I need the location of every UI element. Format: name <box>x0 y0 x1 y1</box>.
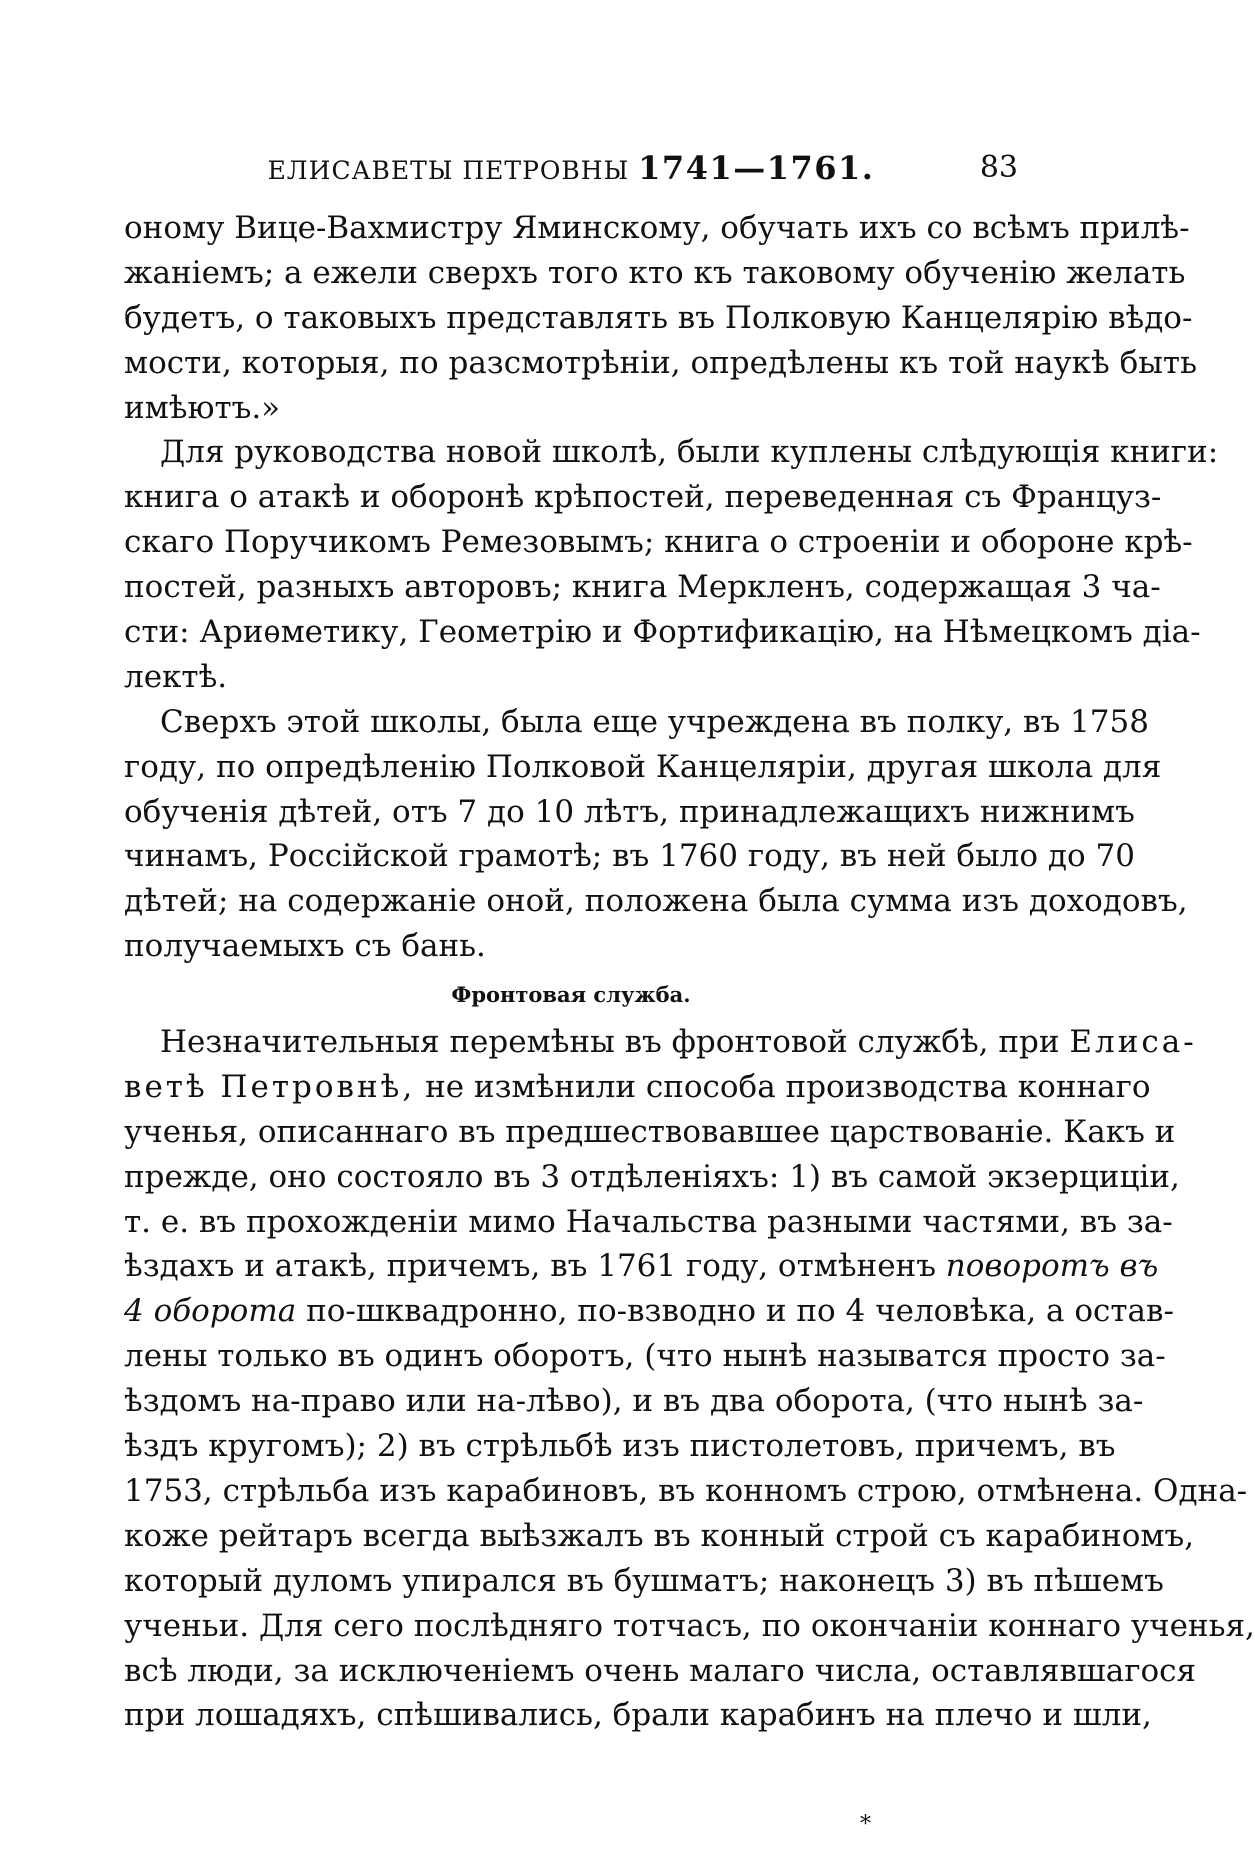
text-line: имѣютъ.» <box>124 389 281 426</box>
text-line <box>124 1289 1174 1334</box>
text-line: мости, которыя, по разсмотрѣніи, опредѣлены къ той наукѣ быть <box>124 344 1197 381</box>
signature-mark: * <box>860 1812 871 1837</box>
text-line <box>124 1244 1159 1289</box>
text-line: лены только въ одинъ оборотъ, (что нынѣ называтся просто за- <box>124 1338 1166 1375</box>
text-line: Для руководства новой школѣ, были куплены слѣдующія книги: <box>160 434 1219 471</box>
running-head <box>124 148 1018 191</box>
text-line: ученья, описаннаго въ предшествовавшее царствованіе. Какъ и <box>124 1113 1176 1150</box>
text-line: который дуломъ упирался въ бушматъ; наконецъ 3) въ пѣшемъ <box>124 1562 1164 1599</box>
text-line <box>124 1065 1151 1110</box>
section-heading: Фронтовая служба. <box>451 982 691 1008</box>
text-line: ученьи. Для сего послѣдняго тотчасъ, по окончаніи коннаго ученья, <box>124 1607 1255 1644</box>
text-line: будетъ, о таковыхъ представлять въ Полковую Канцелярію вѣдо- <box>124 299 1193 336</box>
running-head-text: ЕЛИСАВЕТЫ ПЕТРОВНЫ <box>267 156 630 185</box>
text-line: чинамъ, Россійской грамотѣ; въ 1760 году, въ ней было до 70 <box>124 838 1135 875</box>
paragraph-2 <box>124 430 1219 699</box>
paragraph-4 <box>124 1020 1255 1738</box>
text-fragment: ѣздахъ и атакѣ, причемъ, въ 1761 году, отмѣненъ <box>124 1248 936 1285</box>
italic-term: 4 оборота <box>124 1293 297 1330</box>
text-line: коже рейтаръ всегда выѣзжалъ въ конный строй съ карабиномъ, <box>124 1517 1195 1554</box>
text-line: книга о атакѣ и оборонѣ крѣпостей, переведенная съ Француз- <box>124 479 1162 516</box>
page-number: 83 <box>979 150 1018 185</box>
text-line <box>124 1020 1197 1065</box>
name-spaced: Елиса- <box>1069 1024 1197 1061</box>
text-line: жаніемъ; а ежели сверхъ того кто къ таковому обученію желать <box>124 254 1186 291</box>
text-line: 1753, стрѣльба изъ карабиновъ, въ конномъ строю, отмѣнена. Одна- <box>124 1472 1248 1509</box>
text-line: ѣздомъ на-право или на-лѣво), и въ два оборота, (что нынѣ за- <box>124 1383 1144 1420</box>
text-line: скаго Поручикомъ Ремезовымъ; книга о строеніи и обороне крѣ- <box>124 524 1193 561</box>
text-line: постей, разныхъ авторовъ; книга Меркленъ, содержащая 3 ча- <box>124 569 1161 606</box>
text-line: оному Вице-Вахмистру Яминскому, обучать ихъ со всѣмъ прилѣ- <box>124 210 1190 246</box>
text-line: дѣтей; на содержаніе оной, положена была сумма изъ доходовъ, <box>124 883 1188 920</box>
text-line: сти: Ариѳметику, Геометрію и Фортификацію, на Нѣмецкомъ діа- <box>124 614 1201 651</box>
text-fragment: не измѣнили способа производства коннаго <box>425 1068 1151 1105</box>
running-head-years: 1741—1761. <box>638 149 875 187</box>
text-line: при лошадяхъ, спѣшивались, брали карабинъ на плечо и шли, <box>124 1697 1152 1734</box>
body-text <box>124 206 1255 1738</box>
name-spaced: ветѣ Петровнѣ, <box>124 1068 416 1105</box>
text-line: всѣ люди, за исключеніемъ очень малаго числа, оставлявшагося <box>124 1652 1197 1689</box>
text-line: обученія дѣтей, отъ 7 до 10 лѣтъ, принадлежащихъ нижнимъ <box>124 793 1135 830</box>
text-line: году, по опредѣленію Полковой Канцеляріи, другая школа для <box>124 748 1162 785</box>
text-line: прежде, оно состояло въ 3 отдѣленіяхъ: 1) въ самой экзерциціи, <box>124 1158 1180 1195</box>
text-line: т. е. въ прохожденіи мимо Начальства разными частями, въ за- <box>124 1203 1173 1240</box>
page-header <box>124 148 1018 188</box>
text-fragment: по-шквадронно, по-взводно и по 4 человѣка, а остав- <box>306 1293 1174 1330</box>
text-fragment: Незначительныя перемѣны въ фронтовой службѣ, при <box>160 1024 1060 1061</box>
text-line: лектѣ. <box>124 658 228 695</box>
paragraph-1 <box>124 206 1197 430</box>
text-line: ѣздъ кругомъ); 2) въ стрѣльбѣ изъ пистолетовъ, причемъ, въ <box>124 1428 1116 1465</box>
text-line: Сверхъ этой школы, была еще учреждена въ полку, въ 1758 <box>160 703 1149 740</box>
italic-term: поворотъ въ <box>945 1248 1159 1285</box>
paragraph-3 <box>124 700 1188 969</box>
text-line: получаемыхъ съ бань. <box>124 928 486 965</box>
